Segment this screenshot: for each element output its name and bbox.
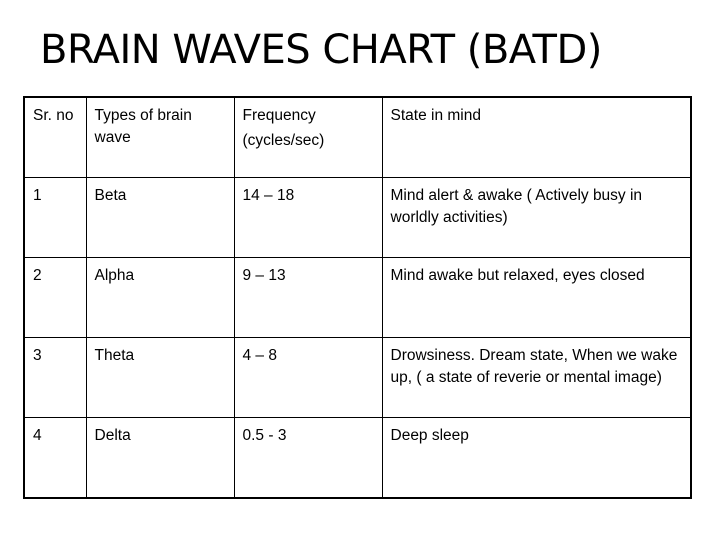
cell-sr-no: 2	[24, 258, 86, 338]
cell-wave-type: Alpha	[86, 258, 234, 338]
header-wave-type: Types of brain wave	[86, 97, 234, 178]
cell-state: Mind alert & awake ( Actively busy in worldly activities)	[382, 178, 691, 258]
cell-sr-no: 3	[24, 338, 86, 418]
cell-sr-no: 1	[24, 178, 86, 258]
header-frequency	[234, 97, 382, 178]
cell-wave-type: Theta	[86, 338, 234, 418]
cell-frequency: 9 – 13	[234, 258, 382, 338]
table-row	[24, 418, 691, 499]
cell-sr-no: 4	[24, 418, 86, 499]
cell-frequency: 4 – 8	[234, 338, 382, 418]
table-row	[24, 258, 691, 338]
cell-wave-type: Beta	[86, 178, 234, 258]
header-frequency-label: Frequency	[242, 107, 316, 124]
header-state-in-mind: State in mind	[382, 97, 691, 178]
slide-title: BRAIN WAVES CHART (BATD)	[40, 27, 602, 73]
cell-state: Mind awake but relaxed, eyes closed	[382, 258, 691, 338]
table-row	[24, 338, 691, 418]
cell-frequency: 14 – 18	[234, 178, 382, 258]
header-sr-no: Sr. no	[24, 97, 86, 178]
cell-state: Deep sleep	[382, 418, 691, 499]
brain-waves-table	[23, 96, 692, 499]
table-row	[24, 178, 691, 258]
cell-frequency: 0.5 - 3	[234, 418, 382, 499]
cell-state: Drowsiness. Dream state, When we wake up, ( a state of reverie or mental image)	[382, 338, 691, 418]
cell-wave-type: Delta	[86, 418, 234, 499]
header-frequency-unit: (cycles/sec)	[242, 132, 325, 149]
table-header-row	[24, 97, 691, 178]
